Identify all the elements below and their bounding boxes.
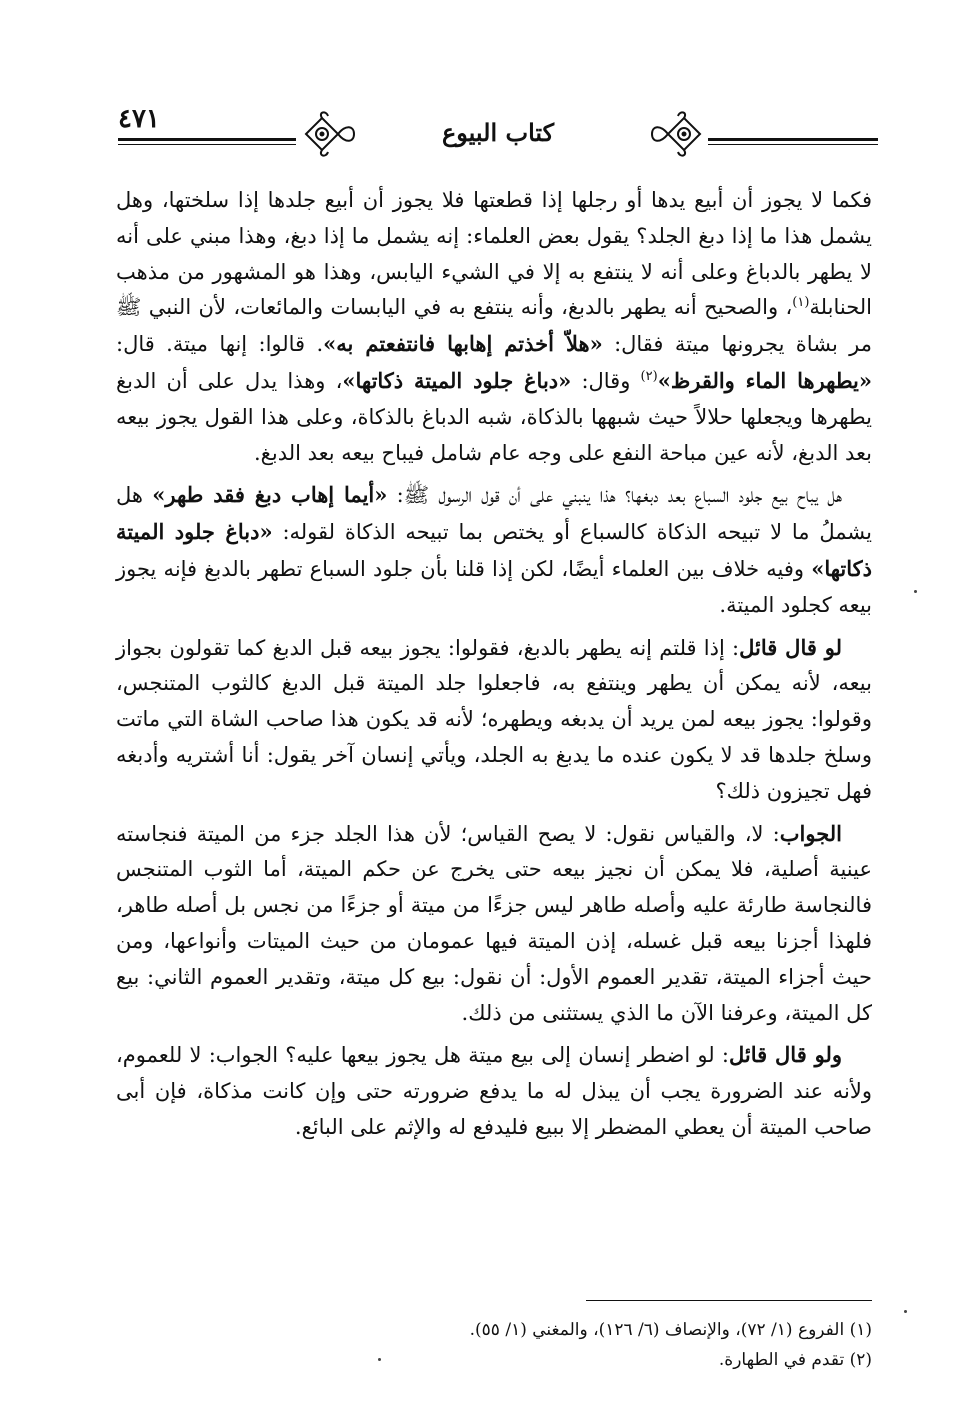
- text-run: ، والصحيح أنه يطهر بالدبغ، وأنه ينتفع به في اليابسات والمائعات، لأن النبي ﷺ مر بشاة يجرونها ميتة فقال:: [116, 295, 872, 357]
- header-rule-right: [708, 138, 878, 141]
- bold-text: «يطهرها الماء والقرظ»: [657, 367, 873, 393]
- footnote-1: (١) الفروع (١/ ٧٢)، والإنصاف (٦/ ١٢٦)، والمغني (١/ ٥٥).: [469, 1320, 872, 1340]
- text-run: هل يشملُ ما لا تبيحه الذكاة كالسباع أو يختص بما تبيحه الذكاة لقوله:: [116, 483, 873, 545]
- bold-text: «هلاّ أخذتم إهابها فانتفعتم به»: [323, 331, 603, 357]
- book-title: كتاب البيوع: [441, 118, 555, 147]
- text-run: : لو اضطر إنسان إلى بيع ميتة هل يجوز بيعها عليه؟ الجواب: لا للعموم، ولأنه عند الضرورة يجب أن يبذل له ما يدفع ضرورته حتى وإن كانت مذكاة، فإن أبى صاحب الميتة أن يعطي المضطر إلا ببيع فليدفع له والإثم على البائع.: [116, 1043, 872, 1139]
- bold-text: ولو قال قائل: [728, 1042, 843, 1068]
- footnote-ref: (٢): [640, 368, 658, 384]
- page-header: [118, 104, 878, 166]
- text-run: : إذا قلتم إنه يطهر بالدبغ، فقولوا: يجوز بيعه قبل الدبغ كما تقولون بجواز بيعه، لأنه يمكن أن يطهر وينتفع به، فاجعلوا جلد الميتة قبل الدبغ كالثوب المتنجس، وقولوا: يجوز بيعه لمن يريد أن يدبغه ويطهره؛ لأنه قد يكون هذا صاحب الشاة التي ماتت وسلخ جلدها قد لا يكون عنده ما يدبغ به الجلد، ويأتي إنسان آخر يقول: أنا أشتريه وأدبغه فهل تجيزون ذلك؟: [116, 635, 872, 803]
- bold-text: «أيما إهاب دبغ فقد طهر»: [152, 482, 388, 508]
- page-number: ٤٧١: [118, 104, 160, 134]
- margin-dot: [914, 590, 917, 593]
- bold-text: الجواب: [779, 820, 842, 846]
- footnote-ref: (١): [792, 295, 810, 311]
- footnote-rule: [586, 1300, 872, 1301]
- paragraph: [116, 1037, 872, 1145]
- text-run: : لا، والقياس نقول: لا يصح القياس؛ لأن هذا الجلد جزء من الميتة فنجاسته عينية أصلية، فلا يمكن أن نجيز بيعه حتى يخرج عن حكم الميتة، أما الثوب المتنجس فالنجاسة طارئة عليه وأصله طاهر ليس جزءًا من ميتة أو جزءًا من نجس بل أصله طاهر، فلهذا أجزنا بيعه قبل غسله، إذن الميتة فيها عمومان من حيث الميتات وأنواعها، ومن حيث أجزاء الميتة، تقدير العموم الأول: أن نقول: بيع كل ميتة، وتقدير العموم الثاني: بيع كل الميتة، وعرفنا الآن ما الذي يستثنى من ذلك.: [116, 821, 872, 1025]
- text-run: وقال:: [571, 368, 641, 393]
- paragraph: [116, 630, 872, 810]
- text-run: وفيه خلاف بين العلماء أيضًا، لكن إذا قلنا بأن جلود السباع تطهر بالدبغ فإنه يجوز بيعه كجلود الميتة.: [116, 556, 872, 617]
- footnote-2: (٢) تقدم في الطهارة.: [718, 1350, 872, 1370]
- text-run: . قالوا: إنها ميتة. قال:: [116, 332, 324, 357]
- header-rule-right-thin: [708, 144, 878, 145]
- header-rule-left: [118, 138, 296, 141]
- margin-dot: [378, 1358, 381, 1361]
- bold-text: «دباغ جلود الميتة ذكاتها»: [342, 367, 572, 393]
- text-run: ، وهذا يدل على أن الدبغ يطهرها ويجعلها حلالاً حيث شبهها بالذكاة، شبه الدباغ بالذكاة، وعلى هذا القول يجوز بيعه بعد الدبغ، لأنه عين مباحة النفع على وجه عام شامل فيباح بيعه بعد الدبغ.: [116, 368, 872, 465]
- ornament-right-icon: [648, 106, 704, 162]
- footnotes: [200, 1315, 872, 1375]
- text-run: فكما لا يجوز أن أبيع يدها أو رجلها إذا قطعتها فلا يجوز أن أبيع جلدها إذا سلختها، وهل يشمل هذا ما إذا دبغ الجلد؟ يقول بعض العلماء: إنه يشمل ما إذا دبغ، وهذا مبني على أنه لا يطهر بالدباغ وعلى أنه لا ينتفع به إلا في الشيء اليابس، وهذا هو المشهور من مذهب الحنابلة: [116, 188, 872, 320]
- main-text: [116, 183, 872, 1152]
- text-run: هل يباح بيع جلود السباع بعد دبغها؟ هذا ينبني على أن قول الرسول ﷺ:: [387, 483, 843, 508]
- bold-text: لو قال قائل: [739, 634, 842, 660]
- ornament-left-icon: [302, 106, 358, 162]
- header-rule-left-thin: [118, 144, 296, 145]
- paragraph: [116, 816, 872, 1032]
- margin-dot: [904, 1310, 907, 1313]
- bold-text: «دباغ جلود الميتة ذكاتها»: [116, 519, 872, 581]
- paragraph: [116, 477, 872, 623]
- paragraph: [116, 183, 872, 471]
